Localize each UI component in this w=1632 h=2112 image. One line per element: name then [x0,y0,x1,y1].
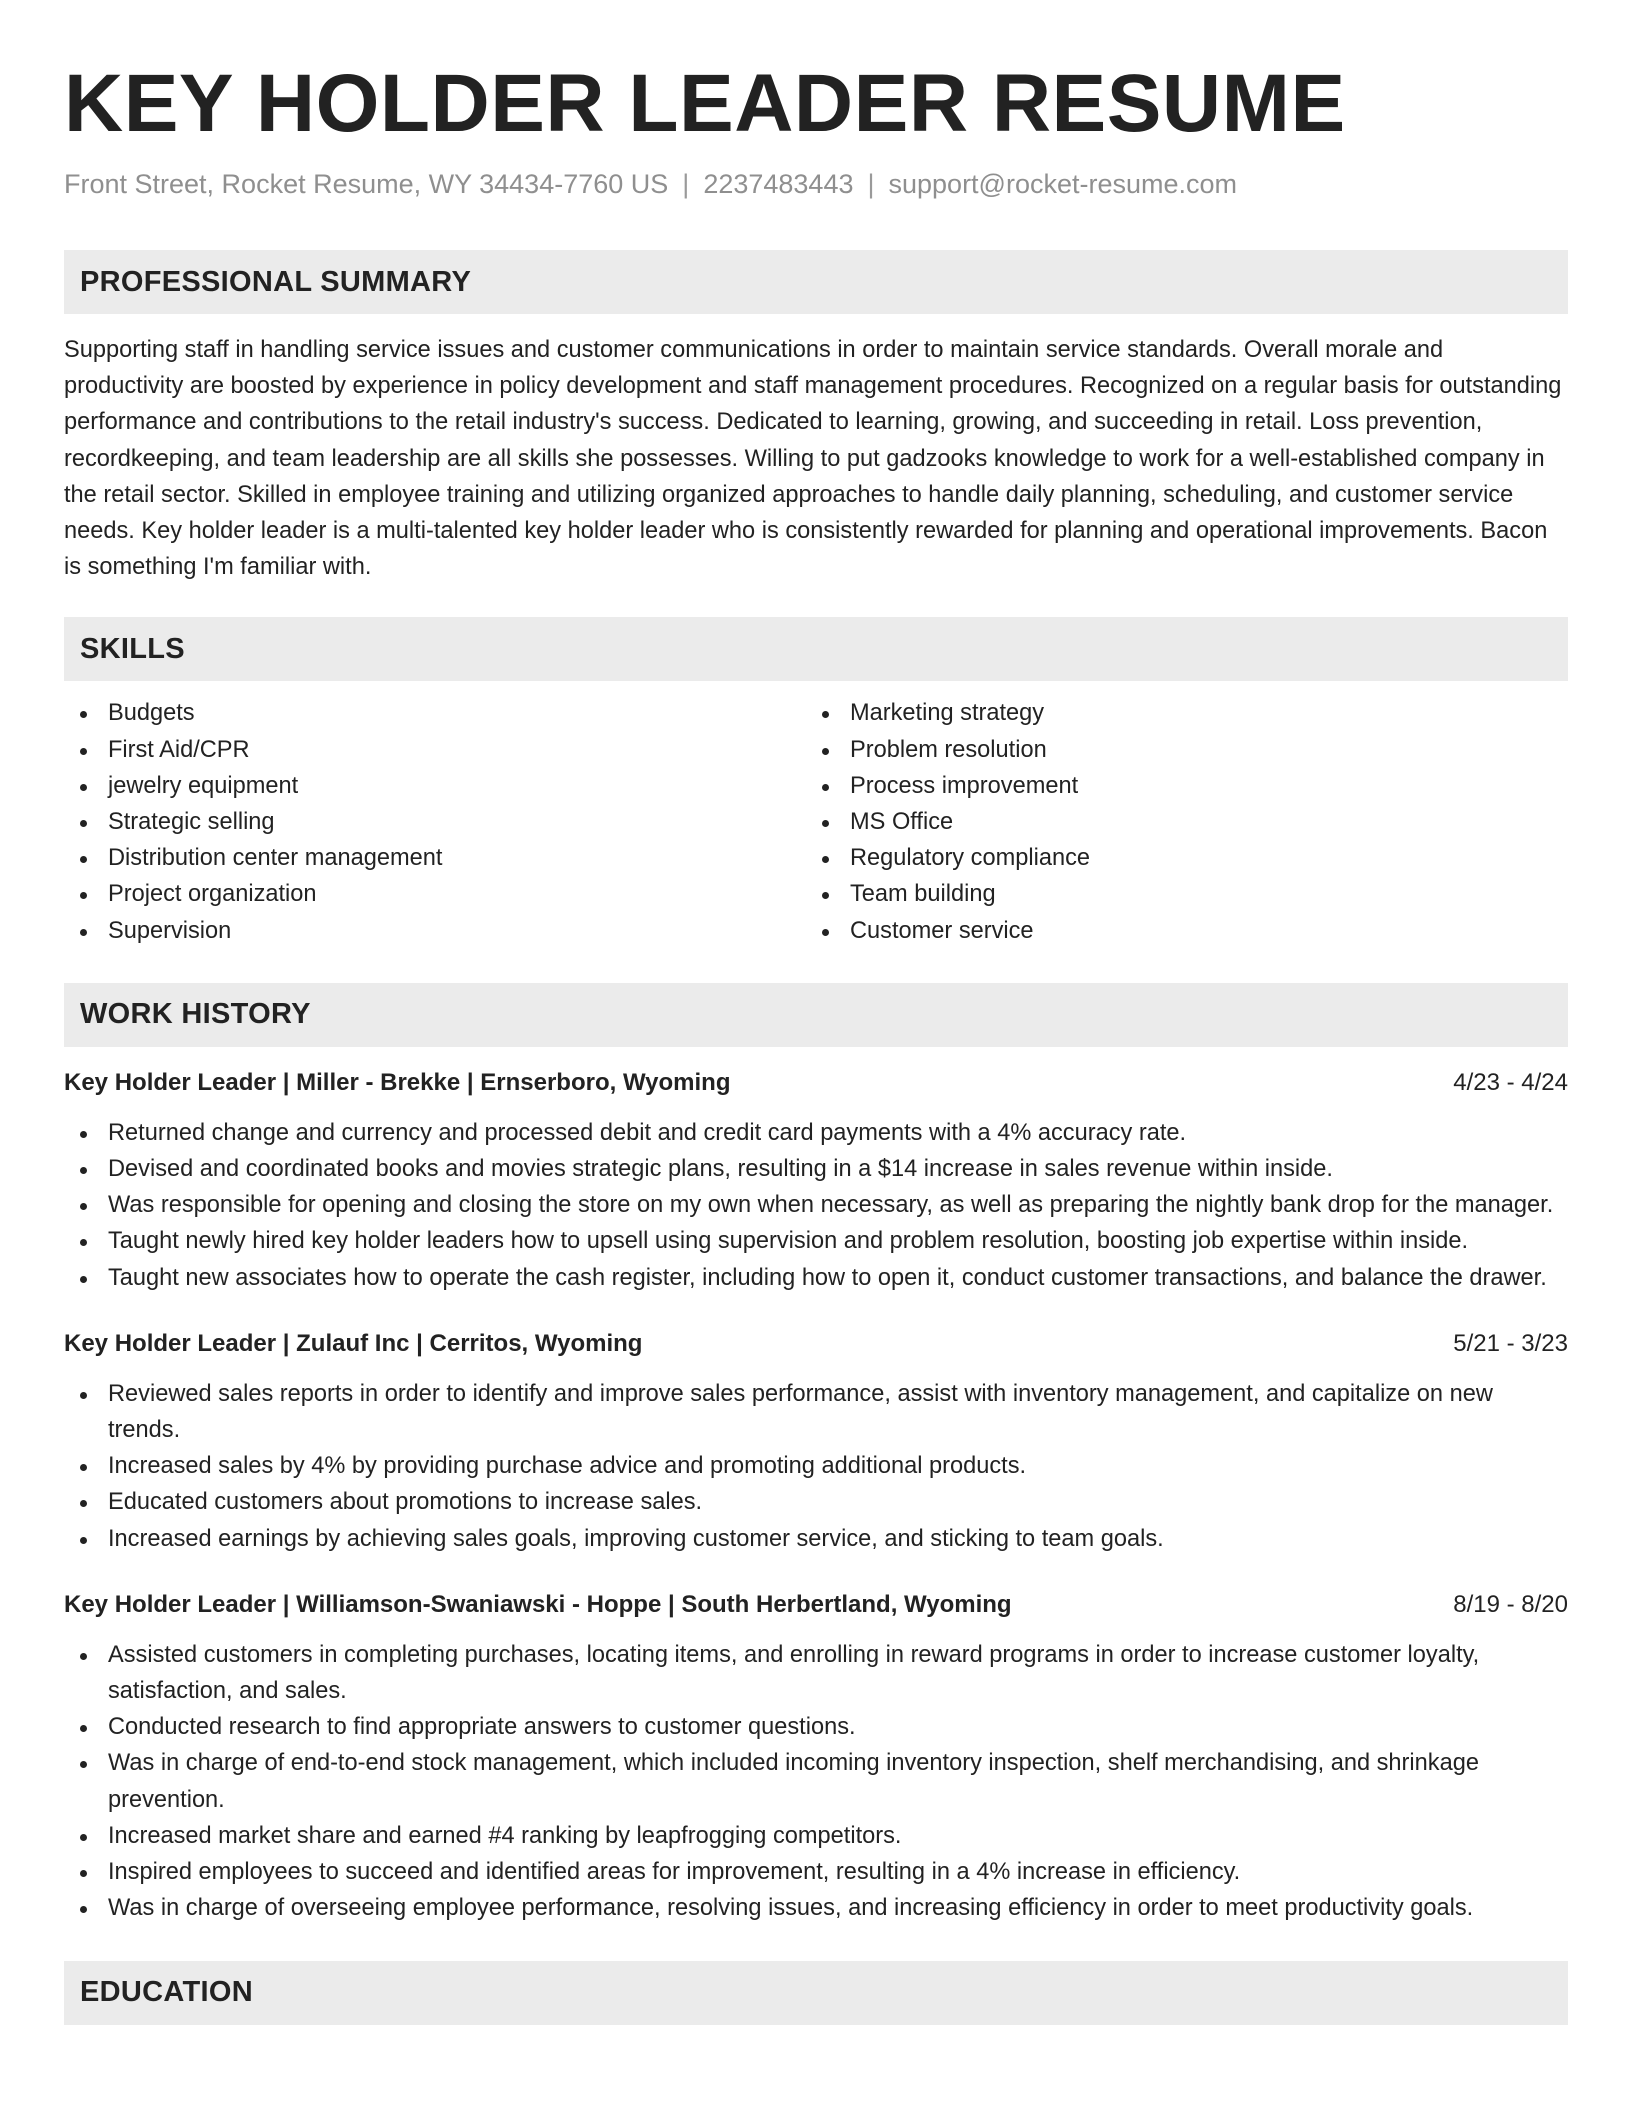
job-bullet: Returned change and currency and processed debit and credit card payments with a 4% accuracy rate. [64,1115,1568,1151]
job-bullet: Was responsible for opening and closing the store on my own when necessary, as well as preparing the nightly bank drop for the manager. [64,1187,1568,1223]
skill-item: Regulatory compliance [806,840,1548,876]
job-entry [64,1326,1568,1557]
job-bullets [64,1376,1568,1557]
job-bullet: Reviewed sales reports in order to identify and improve sales performance, assist with inventory management, and capitalize on new trends. [64,1376,1568,1448]
skill-item: Supervision [64,913,806,949]
skills-left-list [64,695,806,948]
education-heading: EDUCATION [64,1961,1568,2025]
job-bullet: Conducted research to find appropriate answers to customer questions. [64,1709,1568,1745]
job-title: Key Holder Leader | Williamson-Swaniawski - Hoppe | South Herbertland, Wyoming [64,1590,1012,1618]
contact-email: support@rocket-resume.com [888,169,1238,199]
contact-phone: 2237483443 [703,169,854,199]
job-header [64,1326,1568,1362]
skills-columns [64,695,1568,948]
job-bullet: Was in charge of overseeing employee performance, resolving issues, and increasing efficiency in order to meet productivity goals. [64,1890,1568,1926]
skill-item: Marketing strategy [806,695,1548,731]
skill-item: Process improvement [806,768,1548,804]
summary-text: Supporting staff in handling service issues and customer communications in order to maintain service standards. Overall morale and productivity are boosted by experience in policy development and staff management procedures. Recognized on a regular basis for outstanding performance and contributions to the retail industry's success. Dedicated to learning, growing, and succeeding in retail. Loss prevention, recordkeeping, and team leadership are all skills she possesses. Willing to put gadzooks knowledge to work for a well-established company in the retail sector. Skilled in employee training and utilizing organized approaches to handle daily planning, scheduling, and customer service needs. Key holder leader is a multi-talented key holder leader who is consistently rewarded for planning and operational improvements. Bacon is something I'm familiar with. [64,337,1562,581]
job-bullet: Increased earnings by achieving sales goals, improving customer service, and sticking to team goals. [64,1521,1568,1557]
job-bullet: Educated customers about promotions to increase sales. [64,1484,1568,1520]
resume-title: KEY HOLDER LEADER RESUME [64,58,1346,149]
skill-item: Budgets [64,695,806,731]
contact-line [64,166,1568,202]
job-bullets [64,1115,1568,1296]
job-bullet: Increased market share and earned #4 ranking by leapfrogging competitors. [64,1818,1568,1854]
contact-separator: | [867,169,875,199]
job-dates: 4/23 - 4/24 [1453,1068,1568,1096]
skills-right-list [806,695,1548,948]
job-title: Key Holder Leader | Miller - Brekke | Ernserboro, Wyoming [64,1068,731,1096]
job-bullet: Assisted customers in completing purchases, locating items, and enrolling in reward programs in order to increase customer loyalty, satisfaction, and sales. [64,1637,1568,1709]
skill-item: Project organization [64,876,806,912]
job-bullet: Devised and coordinated books and movies strategic plans, resulting in a $14 increase in sales revenue within inside. [64,1151,1568,1187]
contact-address: Front Street, Rocket Resume, WY 34434-7760 US [64,169,669,199]
job-title: Key Holder Leader | Zulauf Inc | Cerritos, Wyoming [64,1329,643,1357]
skill-item: Customer service [806,913,1548,949]
skill-item: First Aid/CPR [64,732,806,768]
skills-heading: SKILLS [64,617,1568,681]
job-header [64,1587,1568,1623]
skill-item: MS Office [806,804,1548,840]
job-entry [64,1587,1568,1927]
skill-item: Strategic selling [64,804,806,840]
job-bullet: Taught new associates how to operate the cash register, including how to open it, conduct customer transactions, and balance the drawer. [64,1260,1568,1296]
work-history-heading: WORK HISTORY [64,983,1568,1047]
skill-item: Distribution center management [64,840,806,876]
job-bullet: Was in charge of end-to-end stock management, which included incoming inventory inspection, shelf merchandising, and shrinkage prevention. [64,1745,1568,1817]
job-bullet: Taught newly hired key holder leaders how to upsell using supervision and problem resolution, boosting job expertise within inside. [64,1223,1568,1259]
job-bullet: Inspired employees to succeed and identified areas for improvement, resulting in a 4% increase in efficiency. [64,1854,1568,1890]
skill-item: Problem resolution [806,732,1548,768]
job-dates: 8/19 - 8/20 [1453,1590,1568,1618]
job-dates: 5/21 - 3/23 [1453,1329,1568,1357]
skill-item: jewelry equipment [64,768,806,804]
job-header [64,1065,1568,1101]
job-entry [64,1065,1568,1296]
job-bullet: Increased sales by 4% by providing purchase advice and promoting additional products. [64,1448,1568,1484]
contact-separator: | [682,169,690,199]
job-bullets [64,1637,1568,1927]
summary-heading: PROFESSIONAL SUMMARY [64,250,1568,314]
skill-item: Team building [806,876,1548,912]
